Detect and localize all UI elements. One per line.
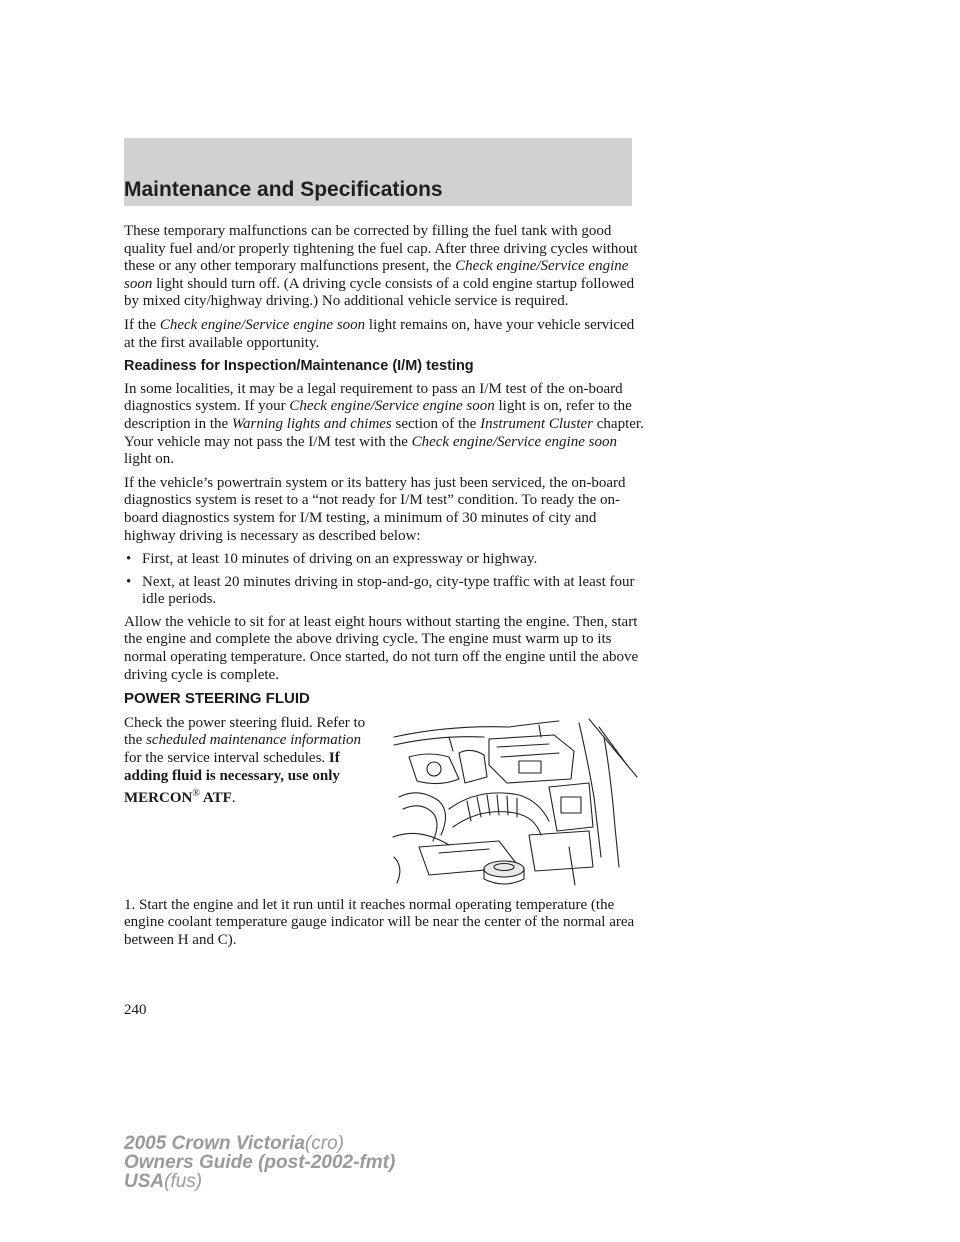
paragraph-powertrain-reset: If the vehicle’s powertrain system or its battery has just been serviced, the on-board diagnostics system is reset to a “not ready for I/M test” condition. To ready the on-board diagnostics system for I/M testing, a minimum of 30 minutes of city and highway driving is necessary as described below:: [124, 474, 626, 544]
paragraph-light-remains-on: If the Check engine/Service engine soon light remains on, have your vehicle serviced at the first available opportunity.: [124, 316, 635, 351]
readiness-heading: Readiness for Inspection/Maintenance (I/M) testing: [124, 358, 474, 375]
power-steering-heading: POWER STEERING FLUID: [124, 690, 310, 708]
list-item: • Next, at least 20 minutes driving in stop-and-go, city-type traffic with at least four idle periods.: [126, 573, 635, 608]
bullet-glyph: •: [126, 573, 132, 590]
page-content: [124, 223, 644, 956]
paragraph-im-test: In some localities, it may be a legal requirement to pass an I/M test of the on-board diagnostics system. If your Check engine/Service engine soon light is on, refer to the description in the Warning lights and chimes section of the Instrument Cluster chapter. Your vehicle may not pass the I/M test with the Check engine/Service engine soon light on.: [124, 380, 644, 468]
footer-line-model: 2005 Crown Victoria(cro): [124, 1133, 344, 1154]
engine-compartment-illustration: [389, 717, 639, 887]
power-steering-section: [124, 715, 644, 887]
list-item: • First, at least 10 minutes of driving on an expressway or highway.: [126, 551, 538, 568]
footer-document-info: [124, 1134, 395, 1191]
paragraph-temporary-malfunctions: These temporary malfunctions can be corrected by filling the fuel tank with good quality fuel and/or properly tightening the fuel cap. After three driving cycles without these or any other temporary malfunctions present, the Check engine/Service engine soon light should turn off. (A driving cycle consists of a cold engine startup followed by mixed city/highway driving.) No additional vehicle service is required.: [124, 223, 638, 310]
power-steering-text: Check the power steering fluid. Refer to the scheduled maintenance information for the service interval schedules. If adding fluid is necessary, use only MERCON® ATF.: [124, 714, 366, 807]
paragraph-allow-vehicle-sit: Allow the vehicle to sit for at least eight hours without starting the engine. Then, start the engine and complete the above driving cycle. The engine must warm up to its normal operating temperature. Once started, do not turn off the engine until the above driving cycle is complete.: [124, 613, 639, 683]
paragraph-step-1: 1. Start the engine and let it run until it reaches normal operating temperature (the engine coolant temperature gauge indicator will be near the center of the normal area between H and C).: [124, 896, 635, 949]
footer-line-market: USA(fus): [124, 1171, 203, 1192]
footer-line-guide: Owners Guide (post-2002-fmt): [124, 1152, 396, 1173]
page-number: 240: [124, 1002, 147, 1018]
page-title: Maintenance and Specifications: [124, 178, 443, 201]
bullet-glyph: •: [126, 551, 132, 568]
